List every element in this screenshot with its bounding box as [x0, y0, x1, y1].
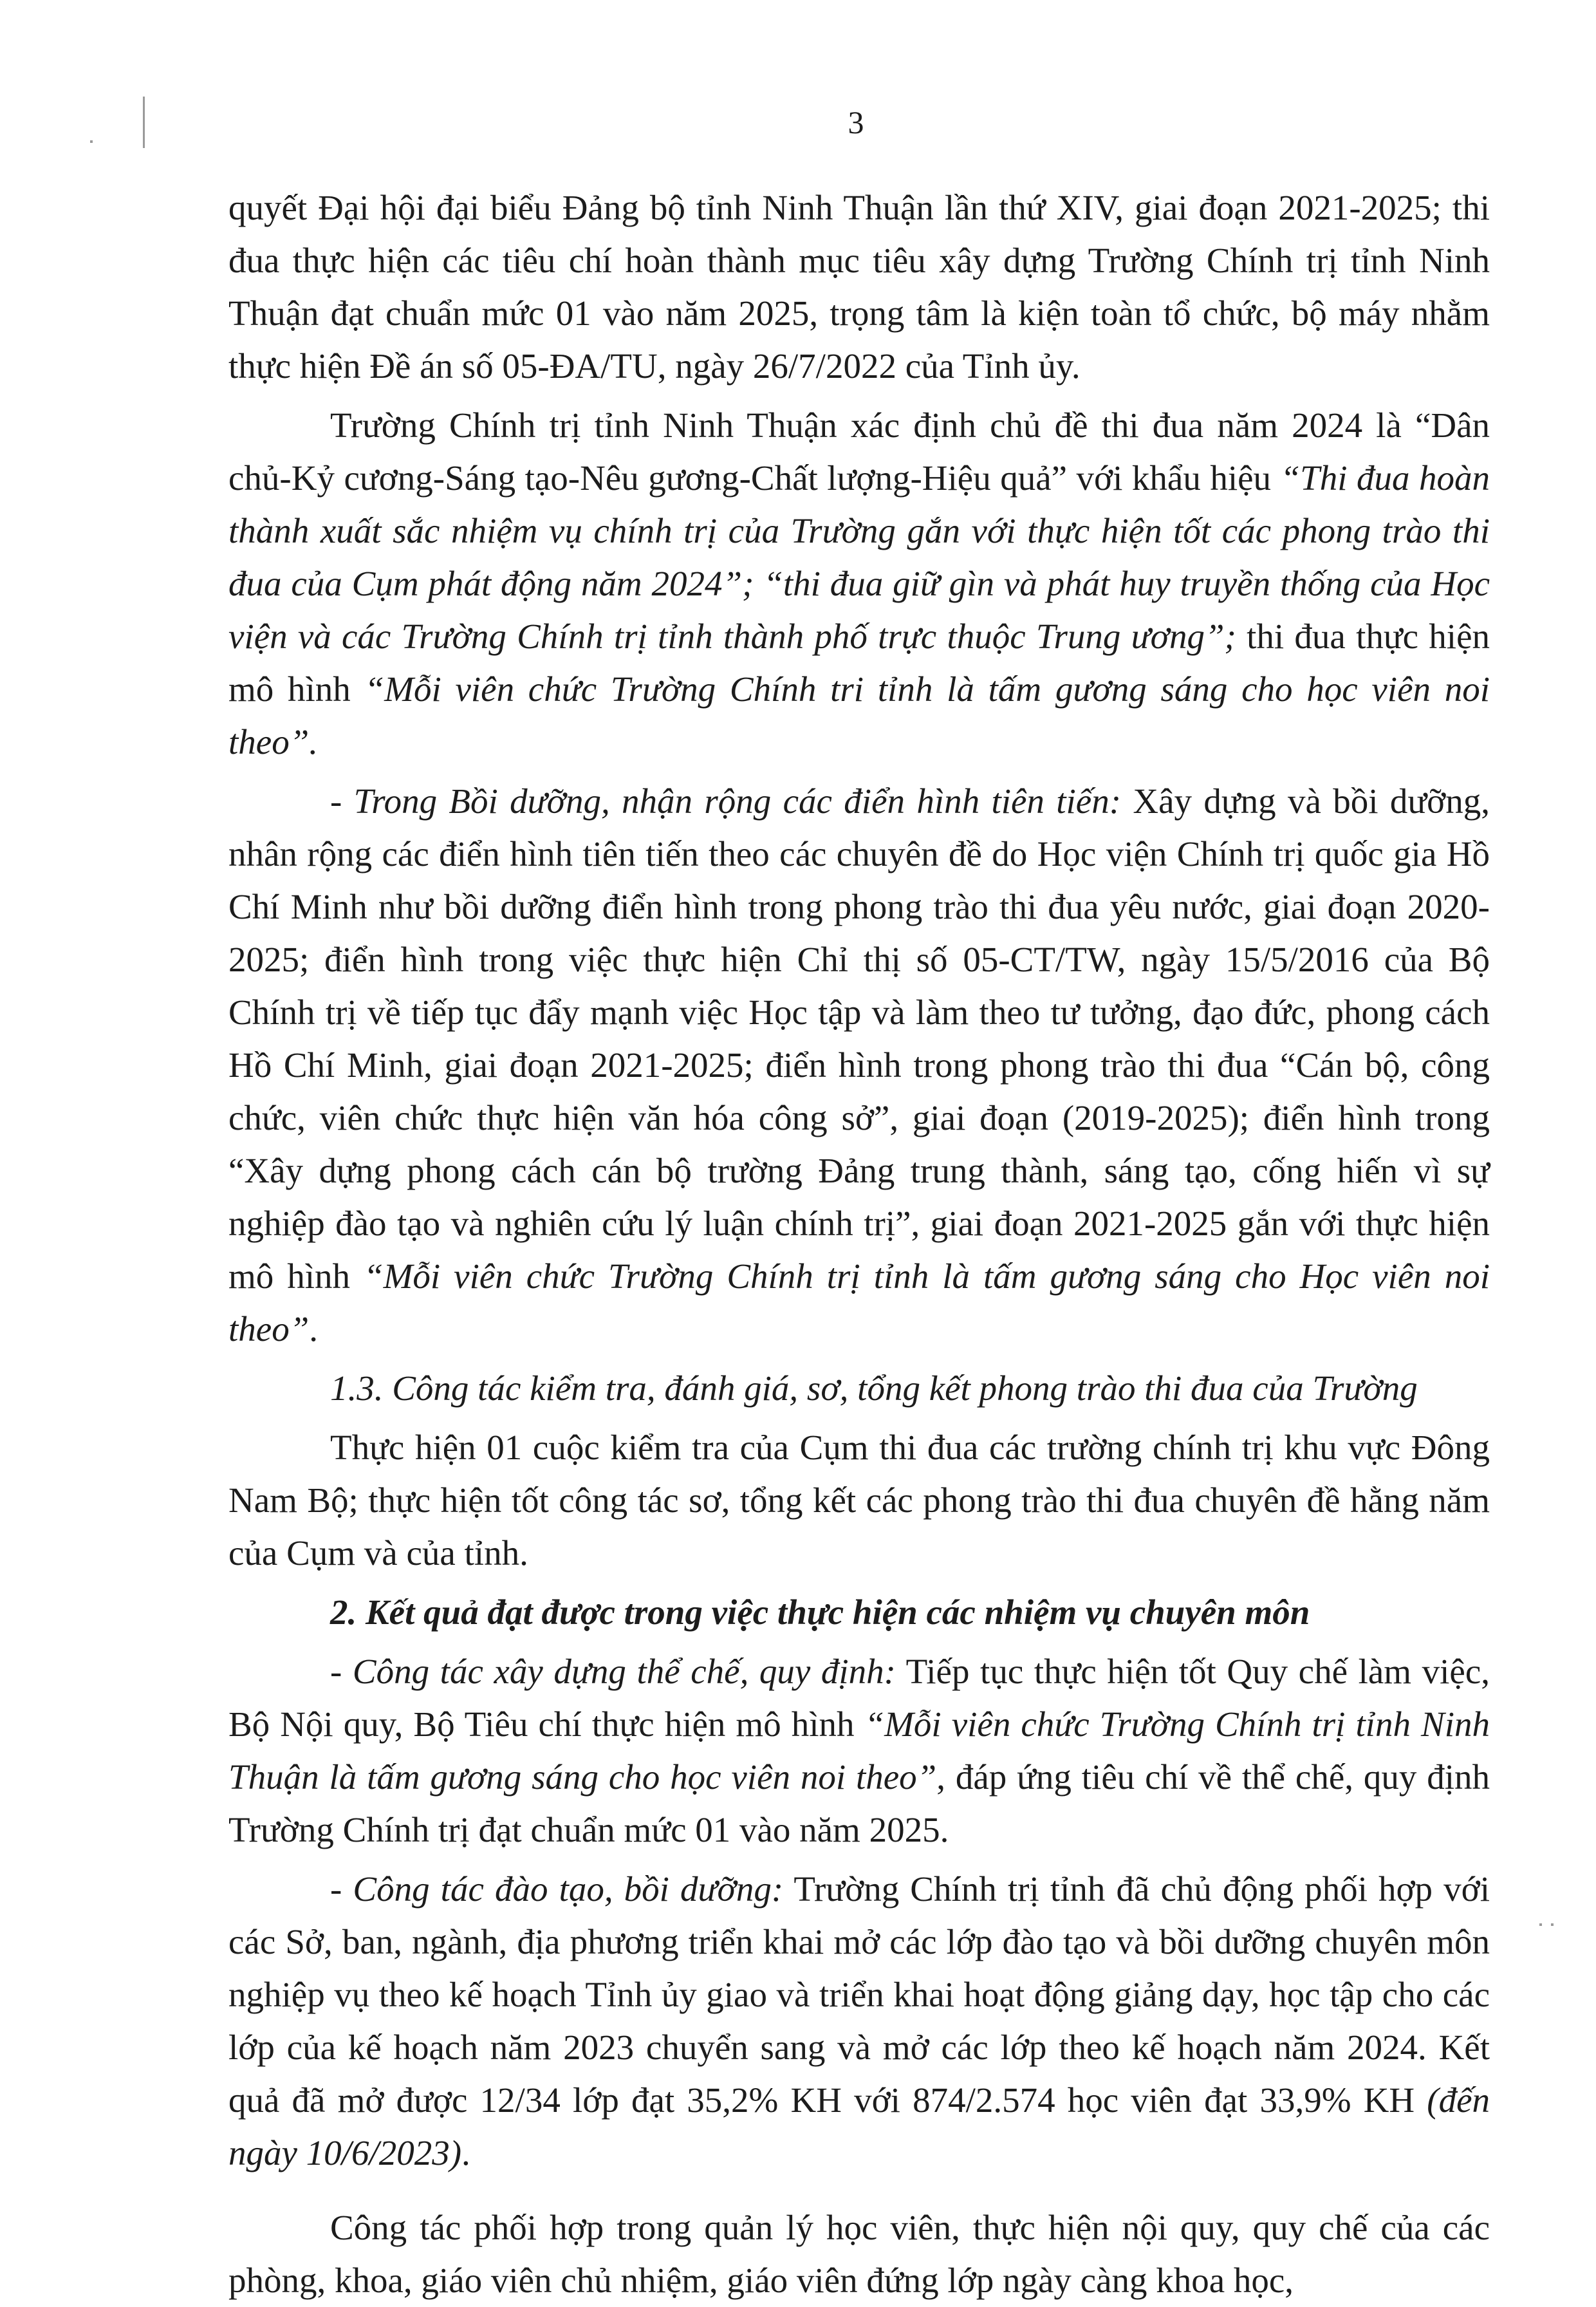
text-run: .	[461, 2133, 470, 2172]
paragraph-continued: quyết Đại hội đại biểu Đảng bộ tỉnh Ninh Thuận lần thứ XIV, giai đoạn 2021-2025; thi đua thực hiện các tiêu chí hoàn thành mục tiêu xây dựng Trường Chính trị tỉnh Ninh Thuận đạt chuẩn mức 01 vào năm 2025, trọng tâm là kiện toàn tổ chức, bộ máy nhằm thực hiện Đề án số 05-ĐA/TU, ngày 26/7/2022 của Tỉnh ủy.	[228, 188, 1490, 386]
text-run: Tiếp tục thực hiện tốt Quy chế làm việc, Bộ Nội quy, Bộ Tiêu chí thực hiện mô hình	[228, 1652, 1490, 1744]
document-body	[228, 182, 1490, 2307]
paragraph-emulation-theme	[228, 399, 1490, 769]
scan-mark-left	[143, 97, 145, 148]
text-run: Xây dựng và bồi dưỡng, nhân rộng các điển hình tiên tiến theo các chuyên đề do Học viện Chính trị quốc gia Hồ Chí Minh như bồi dưỡng điển hình trong phong trào thi đua yêu nước, giai đoạn 2020-2025; điển hình trong việc thực hiện Chỉ thị số 05-CT/TW, ngày 15/5/2016 của Bộ Chính trị về tiếp tục đẩy mạnh việc Học tập và làm theo tư tưởng, đạo đức, phong cách Hồ Chí Minh, giai đoạn 2021-2025; điển hình trong phong trào thi đua “Cán bộ, công chức, viên chức thực hiện văn hóa công sở”, giai đoạn (2019-2025); điển hình trong “Xây dựng phong cách cán bộ trường Đảng trung thành, sáng tạo, cống hiến vì sự nghiệp đào tạo và nghiên cứu lý luận chính trị”, giai đoạn 2021-2025 gắn với thực hiện mô hình	[228, 781, 1490, 1296]
page-number: 3	[848, 104, 864, 140]
paragraph-institutions	[228, 1645, 1490, 1856]
scan-mark-dot	[90, 140, 93, 143]
date-note-italic: (đến ngày 10/6/2023)	[228, 2080, 1490, 2172]
slogan-italic: “Thi đua hoàn thành xuất sắc nhiệm vụ chính trị của Trường gắn với thực hiện tốt các phong trào thi đua của Cụm phát động năm 2024”; “thi đua giữ gìn và phát huy truyền thống của Học viện và các Trường Chính trị tỉnh thành phố trực thuộc Trung ương”;	[228, 458, 1490, 656]
text-run: , đáp ứng tiêu chí về thể chế, quy định Trường Chính trị đạt chuẩn mức 01 vào năm 2025.	[228, 1757, 1490, 1849]
paragraph-training	[228, 1863, 1490, 2180]
scan-mark-right	[1539, 1923, 1542, 1926]
scan-mark-right	[1551, 1923, 1554, 1926]
text-run: thi đua thực hiện mô hình	[228, 617, 1490, 709]
model-name-italic: “Mỗi viên chức Trường Chính trị tỉnh Ninh Thuận là tấm gương sáng cho học viên noi theo”	[228, 1705, 1490, 1797]
model-name-italic: “Mỗi viên chức Trường Chính trị tỉnh là tấm gương sáng cho Học viên noi theo”	[228, 1256, 1490, 1349]
lead-in-italic: - Trong Bồi dưỡng, nhận rộng các điển hình tiên tiến:	[330, 781, 1122, 821]
text-run: Trường Chính trị tỉnh Ninh Thuận xác định chủ đề thi đua năm 2024 là “Dân chủ-Kỷ cương-Sáng tạo-Nêu gương-Chất lượng-Hiệu quả” với khẩu hiệu	[228, 406, 1490, 498]
text-run: .	[309, 1309, 319, 1349]
text-run: Trường Chính trị tỉnh đã chủ động phối hợp với các Sở, ban, ngành, địa phương triển khai mở các lớp đào tạo và bồi dưỡng chuyên môn nghiệp vụ theo kế hoạch Tỉnh ủy giao và triển khai hoạt động giảng dạy, học tập cho các lớp của kế hoạch năm 2023 chuyển sang và mở các lớp theo kế hoạch năm 2024. Kết quả đã mở được 12/34 lớp đạt 35,2% KH với 874/2.574 học viên đạt 33,9% KH	[228, 1869, 1490, 2120]
section-heading-1-3: 1.3. Công tác kiểm tra, đánh giá, sơ, tổng kết phong trào thi đua của Trường	[330, 1368, 1418, 1408]
lead-in-italic: - Công tác xây dựng thể chế, quy định:	[330, 1652, 896, 1691]
section-heading-2: 2. Kết quả đạt được trong việc thực hiện các nhiệm vụ chuyên môn	[330, 1592, 1310, 1632]
paragraph-advanced-models	[228, 775, 1490, 1356]
paragraph-student-management: Công tác phối hợp trong quản lý học viên, thực hiện nội quy, quy chế của các phòng, khoa, giáo viên chủ nhiệm, giáo viên đứng lớp ngày càng khoa học,	[228, 2208, 1490, 2300]
paragraph-inspection: Thực hiện 01 cuộc kiểm tra của Cụm thi đua các trường chính trị khu vực Đông Nam Bộ; thực hiện tốt công tác sơ, tổng kết các phong trào thi đua chuyên đề hằng năm của Cụm và của tỉnh.	[228, 1428, 1490, 1573]
lead-in-italic: - Công tác đào tạo, bồi dưỡng:	[330, 1869, 784, 1909]
model-name-italic: “Mỗi viên chức Trường Chính tri tỉnh là tấm gương sáng cho học viên noi theo”.	[228, 669, 1490, 761]
